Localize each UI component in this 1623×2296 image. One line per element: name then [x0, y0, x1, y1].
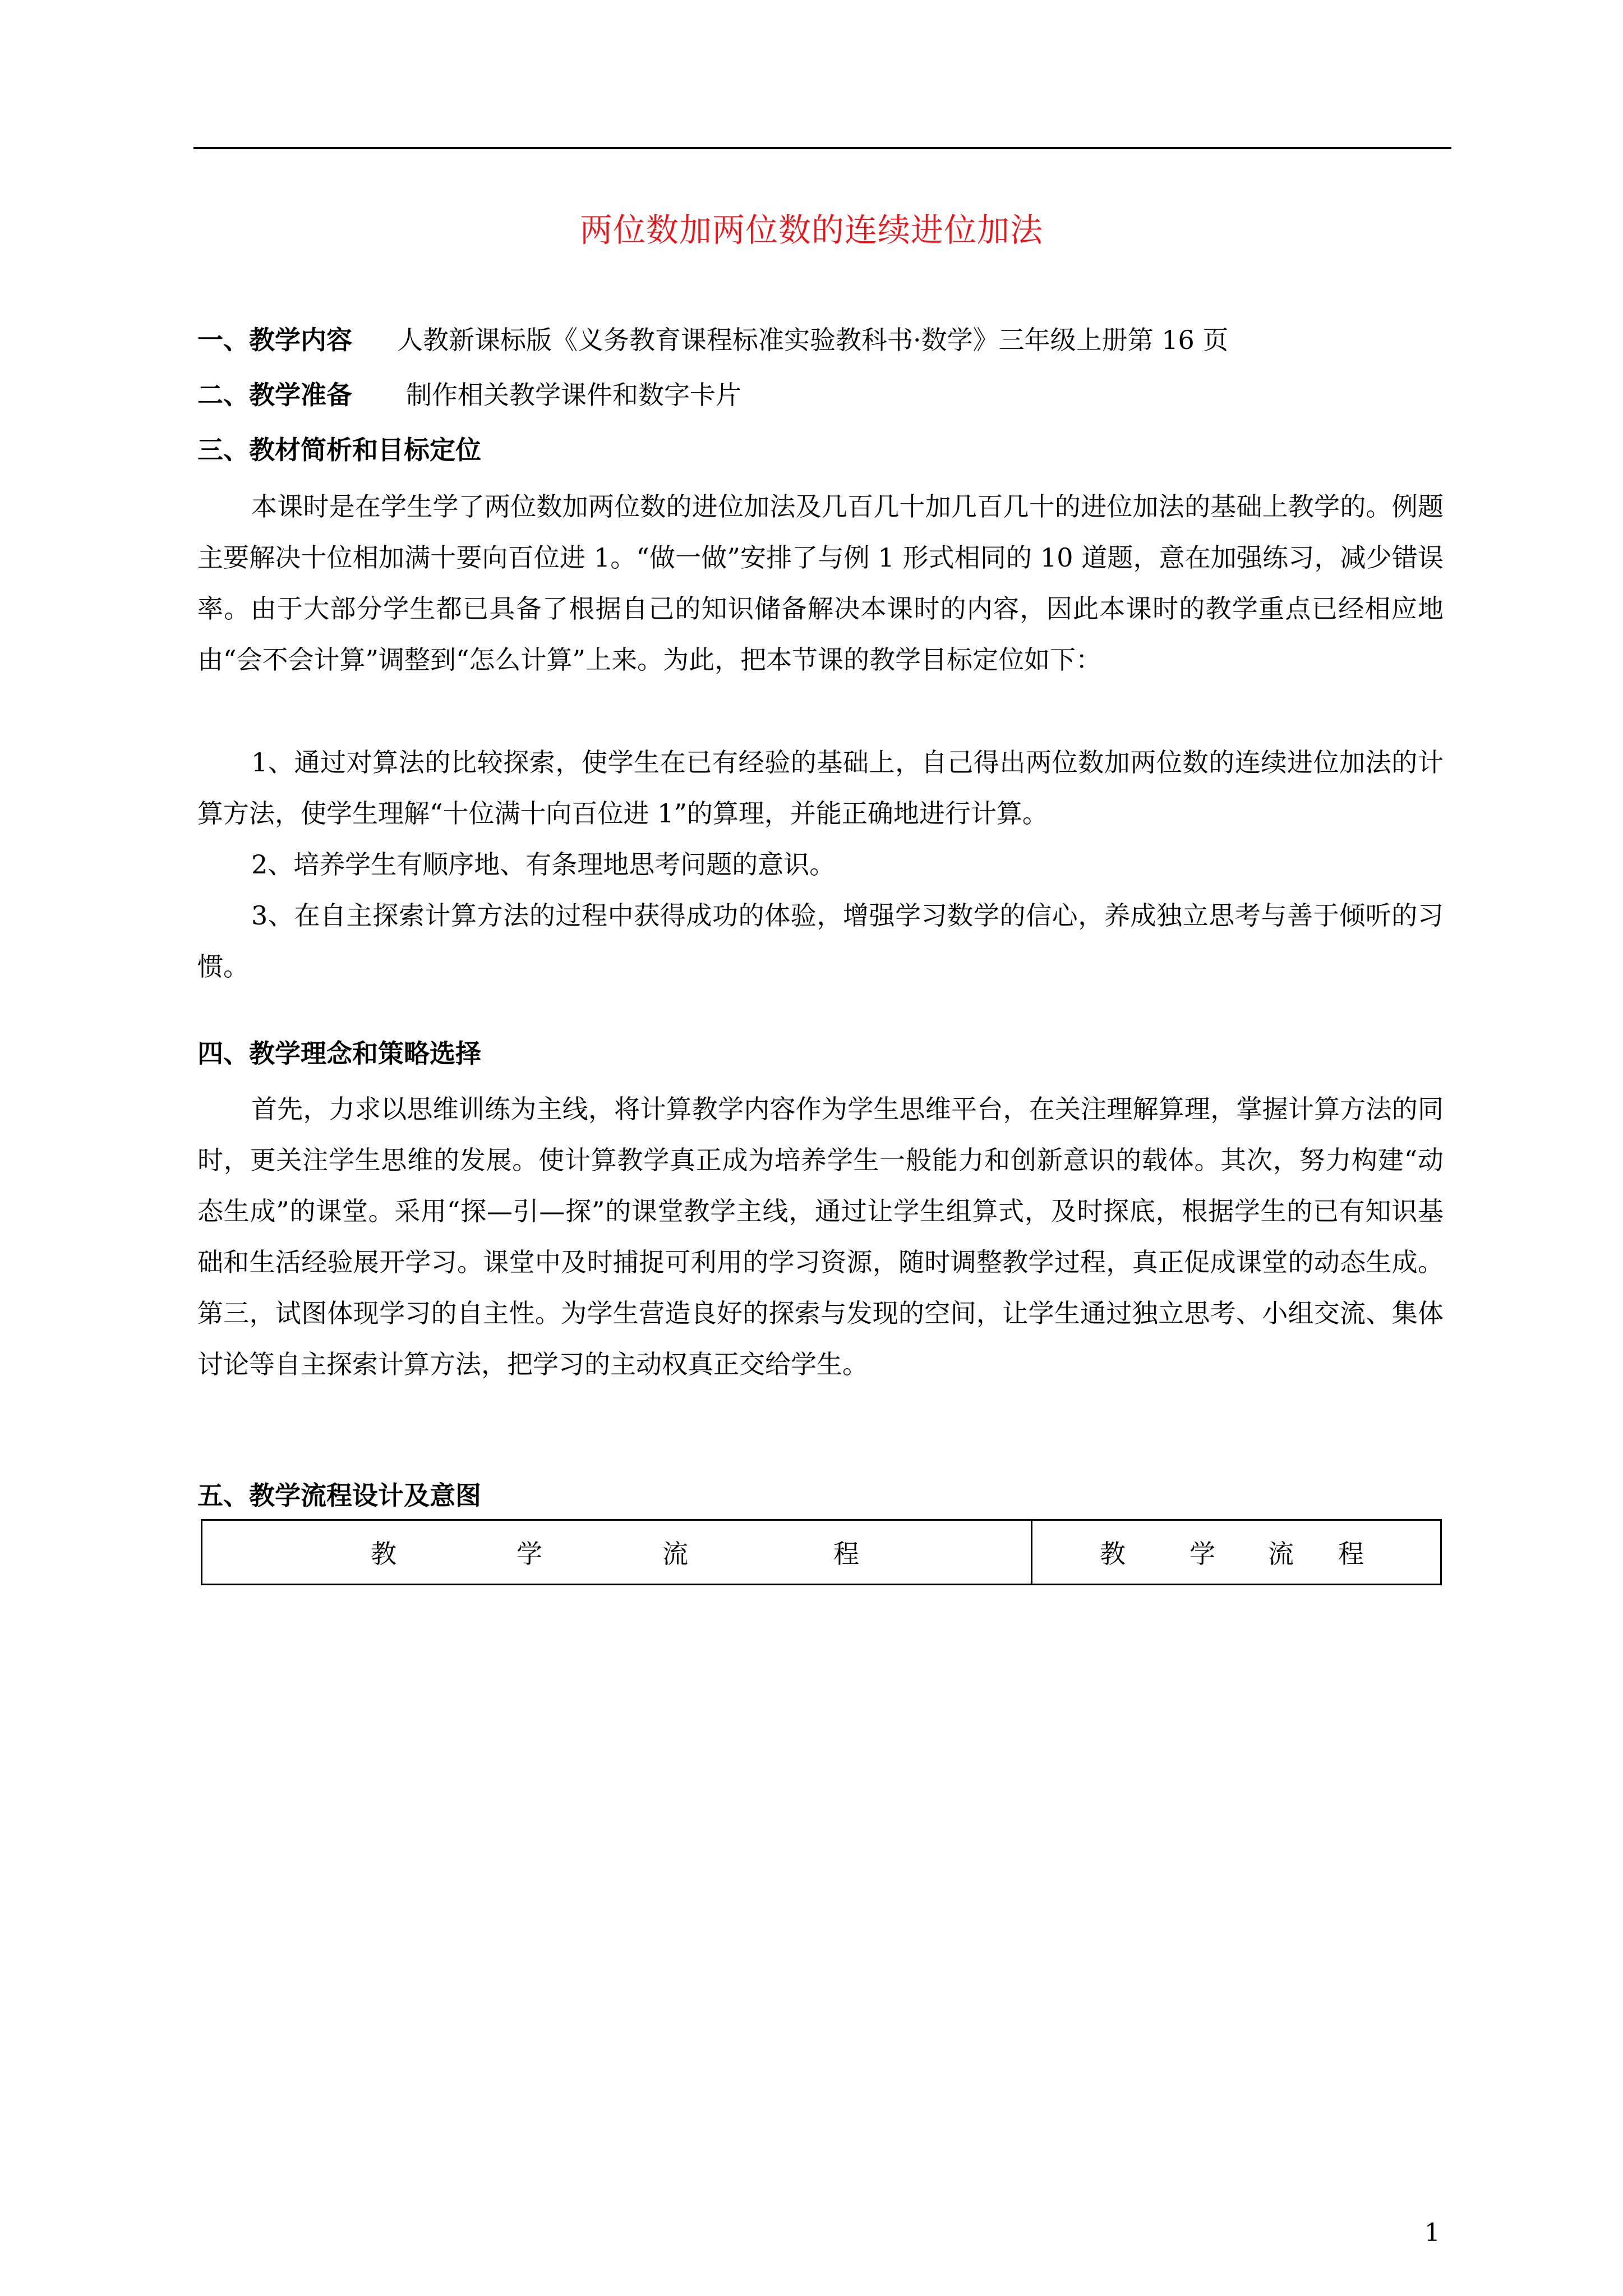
header-left-char-2: 学: [517, 1539, 542, 1569]
section-5-heading: 五、教学流程设计及意图: [197, 1480, 481, 1511]
header-rule: [193, 147, 1451, 149]
section-3-heading: 三、教材简析和目标定位: [197, 435, 481, 465]
flow-table: [201, 1519, 1442, 1585]
flow-table-header-right: [1032, 1521, 1440, 1584]
header-right-char-1: 教: [1100, 1539, 1126, 1569]
header-right-char-2: 学: [1189, 1539, 1215, 1569]
section-3-paragraph-1: 本课时是在学生学了两位数加两位数的进位加法及几百几十加几百几十的进位加法的基础上教学的。例题主要解决十位相加满十要向百位进 1。“做一做”安排了与例 1 形式相同的 10 道题，意在加强练习，减少错误率。由于大部分学生都已具备了根据自己的知识储备解决本课时的内容，因此本课时的教学重点已经相应地由“会不会计算”调整到“怎么计算”上来。为此，把本节课的教学目标定位如下：: [197, 491, 1444, 675]
flow-table-header-left: [202, 1521, 1032, 1584]
document-title: 两位数加两位数的连续进位加法: [579, 211, 1043, 249]
header-right-char-4: 程: [1338, 1539, 1364, 1569]
header-left-char-3: 流: [662, 1539, 688, 1569]
section-2-heading: 二、教学准备: [197, 380, 352, 410]
section-1-heading: 一、教学内容: [197, 325, 352, 355]
section-4-heading: 四、教学理念和策略选择: [197, 1038, 481, 1069]
header-left-char-1: 教: [371, 1539, 396, 1569]
page-number: 1: [1424, 2219, 1440, 2247]
section-1-line: [197, 322, 1228, 358]
section-3-goal-3: 3、在自主探索计算方法的过程中获得成功的体验，增强学习数学的信心，养成独立思考与善于倾听的习惯。: [197, 900, 1444, 982]
section-3-goal-1: 1、通过对算法的比较探索，使学生在已有经验的基础上，自己得出两位数加两位数的连续进位加法的计算方法，使学生理解“十位满十向百位进 1”的算理，并能正确地进行计算。: [197, 747, 1444, 829]
section-2-text: 制作相关教学课件和数字卡片: [406, 380, 741, 410]
section-3-goal-2: 2、培养学生有顺序地、有条理地思考问题的意识。: [251, 849, 836, 880]
header-right-char-3: 流: [1268, 1539, 1294, 1569]
section-1-text: 人教新课标版《义务教育课程标准实验教科书·数学》三年级上册第 16 页: [397, 325, 1229, 355]
section-4-paragraph: 首先，力求以思维训练为主线，将计算教学内容作为学生思维平台，在关注理解算理，掌握计算方法的同时，更关注学生思维的发展。使计算教学真正成为培养学生一般能力和创新意识的载体。其次，努力构建“动态生成”的课堂。采用“探—引—探”的课堂教学主线，通过让学生组算式，及时探底，根据学生的已有知识基础和生活经验展开学习。课堂中及时捕捉可利用的学习资源，随时调整教学过程，真正促成课堂的动态生成。第三，试图体现学习的自主性。为学生营造良好的探索与发现的空间，让学生通过独立思考、小组交流、集体讨论等自主探索计算方法，把学习的主动权真正交给学生。: [197, 1094, 1444, 1379]
header-left-char-4: 程: [833, 1539, 859, 1569]
section-2-line: [197, 377, 741, 413]
